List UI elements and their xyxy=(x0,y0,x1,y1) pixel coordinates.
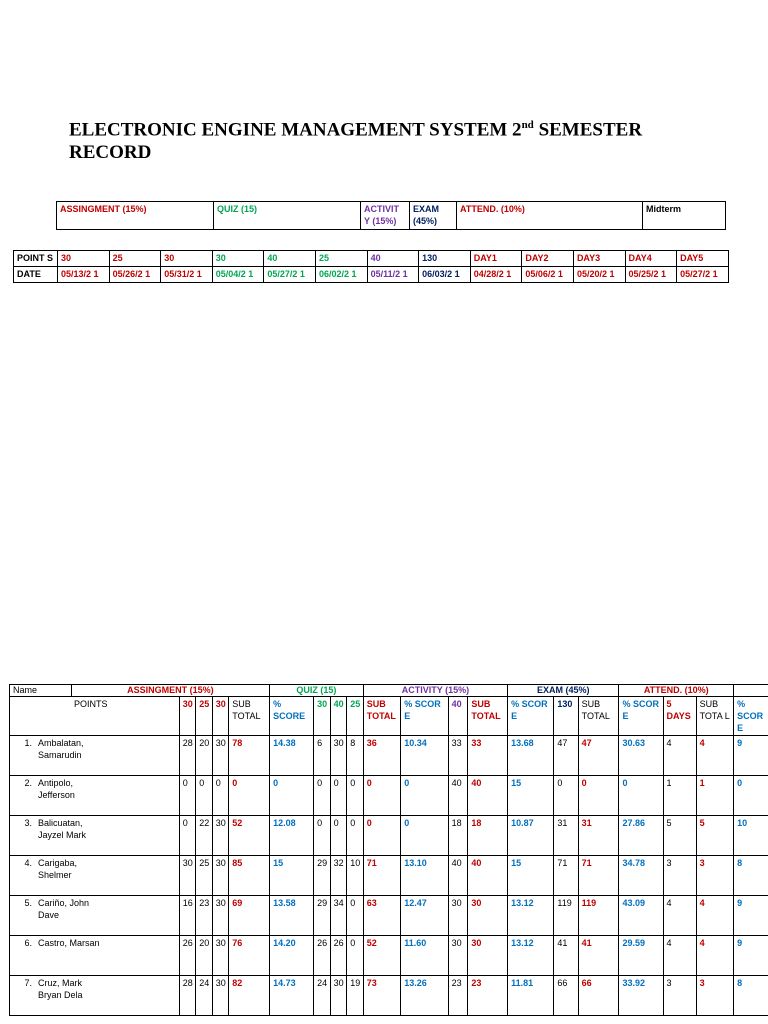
grade-cell: 4 xyxy=(696,936,734,976)
schedule-date-cell: 05/06/2 1 xyxy=(522,267,574,283)
grade-cell: 10.87 xyxy=(508,816,554,856)
points-header-cell: 130 xyxy=(554,697,578,736)
grade-cell: 11.60 xyxy=(401,936,448,976)
grade-cell: 28 xyxy=(179,976,196,1016)
points-header-cell: % SCOR E xyxy=(619,697,663,736)
grade-cell: 30 xyxy=(212,896,229,936)
grade-cell: 20 xyxy=(196,936,213,976)
assignment-header: ASSINGMENT (15%) xyxy=(71,685,269,697)
schedule-points-cell: 25 xyxy=(315,251,367,267)
grade-cell: 0 xyxy=(401,816,448,856)
points-header-cell: SUB TOTAL xyxy=(468,697,508,736)
grade-cell: 31 xyxy=(554,816,578,856)
grade-cell: 41 xyxy=(554,936,578,976)
grade-cell: 66 xyxy=(554,976,578,1016)
schedule-points-cell: 30 xyxy=(161,251,213,267)
grade-cell: 29 xyxy=(314,896,331,936)
grade-cell: 4 xyxy=(696,896,734,936)
grade-cell: 0 xyxy=(212,776,229,816)
grade-cell: 5 xyxy=(696,816,734,856)
grade-cell: 85 xyxy=(229,856,270,896)
grade-cell: 15 xyxy=(508,856,554,896)
grade-cell: 23 xyxy=(468,976,508,1016)
grade-cell: 13.12 xyxy=(508,896,554,936)
student-name: Cariño, John Dave xyxy=(38,898,90,920)
grade-cell: 40 xyxy=(448,776,468,816)
grade-cell: 63 xyxy=(363,896,400,936)
grade-cell: 3 xyxy=(663,856,696,896)
summary-quiz: QUIZ (15) xyxy=(214,202,361,230)
schedule-date-cell: 04/28/2 1 xyxy=(470,267,522,283)
grade-cell: 29 xyxy=(314,856,331,896)
points-header-cell: 40 xyxy=(448,697,468,736)
grade-cell: 14.73 xyxy=(270,976,314,1016)
schedule-points-cell: 40 xyxy=(367,251,419,267)
table-row xyxy=(10,936,768,976)
grade-cell: 18 xyxy=(468,816,508,856)
student-name-cell xyxy=(10,896,180,936)
grade-cell: 30 xyxy=(212,816,229,856)
grade-cell: 28 xyxy=(179,736,196,776)
grade-cell: 6 xyxy=(314,736,331,776)
table-row xyxy=(10,776,768,816)
grade-cell: 12.47 xyxy=(401,896,448,936)
grade-cell: 119 xyxy=(554,896,578,936)
grade-cell: 40 xyxy=(448,856,468,896)
grade-cell: 0 xyxy=(314,776,331,816)
grade-cell: 10 xyxy=(347,856,364,896)
student-number: 4. xyxy=(24,858,32,868)
grade-cell: 0 xyxy=(347,936,364,976)
table-row xyxy=(10,976,768,1016)
grade-cell: 30 xyxy=(330,736,347,776)
points-header-cell: % SCOR E xyxy=(508,697,554,736)
grade-cell: 4 xyxy=(663,936,696,976)
grade-cell: 82 xyxy=(229,976,270,1016)
grade-cell: 31 xyxy=(578,816,619,856)
grade-cell: 30 xyxy=(179,856,196,896)
grade-cell: 34.78 xyxy=(619,856,663,896)
grade-cell: 30 xyxy=(448,896,468,936)
grade-cell: 33 xyxy=(468,736,508,776)
grade-cell: 71 xyxy=(363,856,400,896)
grade-cell: 27.86 xyxy=(619,816,663,856)
schedule-date-cell: 06/02/2 1 xyxy=(315,267,367,283)
grade-cell: 13.26 xyxy=(401,976,448,1016)
student-name-cell xyxy=(10,936,180,976)
grade-cell: 4 xyxy=(696,736,734,776)
points-header-cell: 5 DAYS xyxy=(663,697,696,736)
points-header-cell: 25 xyxy=(347,697,364,736)
points-header-cell: 30 xyxy=(179,697,196,736)
grade-cell: 119 xyxy=(578,896,619,936)
grade-cell: 18 xyxy=(448,816,468,856)
grade-cell: 13.10 xyxy=(401,856,448,896)
student-name: Ambalatan, Samarudin xyxy=(38,738,84,760)
grade-cell: 10 xyxy=(734,816,768,856)
student-name-cell xyxy=(10,816,180,856)
schedule-points-cell: 25 xyxy=(109,251,161,267)
grade-cell: 32 xyxy=(330,856,347,896)
schedule-date-cell: 05/27/2 1 xyxy=(677,267,729,283)
header-blank xyxy=(734,685,768,697)
student-number: 5. xyxy=(24,898,32,908)
grade-cell: 73 xyxy=(363,976,400,1016)
grade-cell: 8 xyxy=(734,976,768,1016)
grade-cell: 0 xyxy=(363,816,400,856)
grade-cell: 22 xyxy=(196,816,213,856)
name-header: Name xyxy=(10,685,72,697)
grade-cell: 11.81 xyxy=(508,976,554,1016)
grade-cell: 33 xyxy=(448,736,468,776)
grade-cell: 71 xyxy=(554,856,578,896)
student-name-cell xyxy=(10,736,180,776)
grade-cell: 14.38 xyxy=(270,736,314,776)
grade-cell: 0 xyxy=(347,896,364,936)
schedule-points-cell: 30 xyxy=(212,251,264,267)
grade-cell: 30 xyxy=(212,976,229,1016)
summary-assignment: ASSINGMENT (15%) xyxy=(57,202,214,230)
schedule-date-cell: 05/13/2 1 xyxy=(58,267,110,283)
grade-cell: 13.58 xyxy=(270,896,314,936)
grade-cell: 0 xyxy=(330,776,347,816)
grade-cell: 30 xyxy=(212,736,229,776)
table-row xyxy=(10,736,768,776)
attend-header: ATTEND. (10%) xyxy=(619,685,734,697)
schedule-points-cell: DAY2 xyxy=(522,251,574,267)
student-name: Antipolo, Jefferson xyxy=(38,778,75,800)
points-header-cell: 30 xyxy=(212,697,229,736)
grade-cell: 23 xyxy=(448,976,468,1016)
grade-cell: 13.68 xyxy=(508,736,554,776)
grade-cell: 30 xyxy=(448,936,468,976)
grade-cell: 4 xyxy=(663,896,696,936)
schedule-points-cell: 30 xyxy=(58,251,110,267)
grade-cell: 0 xyxy=(619,776,663,816)
grade-cell: 1 xyxy=(663,776,696,816)
points-header-cell: 40 xyxy=(330,697,347,736)
grade-cell: 0 xyxy=(179,776,196,816)
summary-table xyxy=(56,201,726,230)
grade-cell: 0 xyxy=(347,816,364,856)
student-number: 7. xyxy=(24,978,32,988)
schedule-date-cell: 05/20/2 1 xyxy=(573,267,625,283)
grade-cell: 52 xyxy=(229,816,270,856)
student-number: 6. xyxy=(24,938,32,948)
grade-cell: 33.92 xyxy=(619,976,663,1016)
schedule-date-cell: 05/31/2 1 xyxy=(161,267,213,283)
grade-cell: 30 xyxy=(468,896,508,936)
summary-activity: ACTIVIT Y (15%) xyxy=(361,202,410,230)
grade-cell: 1 xyxy=(696,776,734,816)
grade-cell: 40 xyxy=(468,776,508,816)
points-header-cell: % SCOR E xyxy=(401,697,448,736)
student-name: Cruz, Mark Bryan Dela xyxy=(38,978,83,1000)
grade-cell: 0 xyxy=(270,776,314,816)
student-name-cell xyxy=(10,856,180,896)
points-header-cell: SUB TOTAL xyxy=(578,697,619,736)
grade-cell: 8 xyxy=(734,856,768,896)
grade-cell: 76 xyxy=(229,936,270,976)
grade-cell: 0 xyxy=(554,776,578,816)
grade-cell: 0 xyxy=(401,776,448,816)
student-name-cell xyxy=(10,776,180,816)
grade-cell: 0 xyxy=(347,776,364,816)
grade-cell: 9 xyxy=(734,936,768,976)
schedule-date-cell: 05/25/2 1 xyxy=(625,267,677,283)
grade-cell: 52 xyxy=(363,936,400,976)
grade-cell: 47 xyxy=(554,736,578,776)
grade-cell: 66 xyxy=(578,976,619,1016)
grade-cell: 12.08 xyxy=(270,816,314,856)
grade-cell: 0 xyxy=(196,776,213,816)
grade-cell: 26 xyxy=(179,936,196,976)
table-row xyxy=(10,816,768,856)
grade-cell: 36 xyxy=(363,736,400,776)
grades-table xyxy=(9,684,768,1016)
student-name: Carigaba, Shelmer xyxy=(38,858,78,880)
grade-cell: 9 xyxy=(734,896,768,936)
summary-exam: EXAM (45%) xyxy=(410,202,457,230)
student-number: 1. xyxy=(24,738,32,748)
grade-cell: 23 xyxy=(196,896,213,936)
grade-cell: 41 xyxy=(578,936,619,976)
points-header-cell: 25 xyxy=(196,697,213,736)
grade-cell: 25 xyxy=(196,856,213,896)
points-header-cell: 30 xyxy=(314,697,331,736)
grade-cell: 26 xyxy=(330,936,347,976)
schedule-points-cell: DAY3 xyxy=(573,251,625,267)
grade-cell: 0 xyxy=(330,816,347,856)
quiz-header: QUIZ (15) xyxy=(270,685,364,697)
summary-midterm: Midterm xyxy=(643,202,726,230)
schedule-points-cell: DAY1 xyxy=(470,251,522,267)
grade-cell: 5 xyxy=(663,816,696,856)
grade-cell: 43.09 xyxy=(619,896,663,936)
schedule-date-cell: 05/11/2 1 xyxy=(367,267,419,283)
grade-cell: 30 xyxy=(468,936,508,976)
schedule-date-cell: 05/26/2 1 xyxy=(109,267,161,283)
student-number: 2. xyxy=(24,778,32,788)
points-label: POINT S xyxy=(14,251,58,267)
points-header-cell: % SCORE xyxy=(270,697,314,736)
grade-cell: 30 xyxy=(212,856,229,896)
grade-cell: 15 xyxy=(270,856,314,896)
grade-cell: 8 xyxy=(347,736,364,776)
table-row xyxy=(10,896,768,936)
grade-cell: 0 xyxy=(734,776,768,816)
grade-cell: 15 xyxy=(508,776,554,816)
schedule-points-cell: 130 xyxy=(419,251,471,267)
grade-cell: 3 xyxy=(696,856,734,896)
schedule-table xyxy=(13,250,729,283)
points-header-cell: SUB TOTA L xyxy=(696,697,734,736)
page-title: ELECTRONIC ENGINE MANAGEMENT SYSTEM 2nd SEMESTER RECORD xyxy=(69,119,643,164)
student-name: Balicuatan, Jayzel Mark xyxy=(38,818,87,840)
activity-header: ACTIVITY (15%) xyxy=(363,685,507,697)
points-header-cell: SUB TOTAL xyxy=(229,697,270,736)
schedule-points-cell: DAY4 xyxy=(625,251,677,267)
grade-cell: 10.34 xyxy=(401,736,448,776)
grade-cell: 9 xyxy=(734,736,768,776)
grade-cell: 40 xyxy=(468,856,508,896)
grade-cell: 0 xyxy=(578,776,619,816)
grade-cell: 29.59 xyxy=(619,936,663,976)
schedule-date-cell: 05/04/2 1 xyxy=(212,267,264,283)
student-name: Castro, Marsan xyxy=(38,938,100,948)
summary-attend: ATTEND. (10%) xyxy=(457,202,643,230)
grade-cell: 19 xyxy=(347,976,364,1016)
grade-cell: 20 xyxy=(196,736,213,776)
date-label: DATE xyxy=(14,267,58,283)
schedule-points-cell: 40 xyxy=(264,251,316,267)
student-number: 3. xyxy=(24,818,32,828)
grade-cell: 34 xyxy=(330,896,347,936)
grade-cell: 26 xyxy=(314,936,331,976)
grade-cell: 4 xyxy=(663,736,696,776)
schedule-date-cell: 05/27/2 1 xyxy=(264,267,316,283)
grade-cell: 30 xyxy=(212,936,229,976)
exam-header: EXAM (45%) xyxy=(508,685,619,697)
student-name-cell xyxy=(10,976,180,1016)
grade-cell: 0 xyxy=(314,816,331,856)
schedule-points-cell: DAY5 xyxy=(677,251,729,267)
grade-cell: 3 xyxy=(663,976,696,1016)
grade-cell: 0 xyxy=(229,776,270,816)
points-row-label: POINTS xyxy=(10,697,180,736)
grade-cell: 47 xyxy=(578,736,619,776)
points-header-cell: SUB TOTAL xyxy=(363,697,400,736)
grade-cell: 78 xyxy=(229,736,270,776)
grade-cell: 30.63 xyxy=(619,736,663,776)
grade-cell: 0 xyxy=(179,816,196,856)
grade-cell: 69 xyxy=(229,896,270,936)
grade-cell: 14.20 xyxy=(270,936,314,976)
grade-cell: 16 xyxy=(179,896,196,936)
grade-cell: 0 xyxy=(363,776,400,816)
grade-cell: 24 xyxy=(314,976,331,1016)
grade-cell: 24 xyxy=(196,976,213,1016)
grade-cell: 13.12 xyxy=(508,936,554,976)
table-row xyxy=(10,856,768,896)
grade-cell: 3 xyxy=(696,976,734,1016)
points-header-cell: % SCOR E xyxy=(734,697,768,736)
schedule-date-cell: 06/03/2 1 xyxy=(419,267,471,283)
grade-cell: 71 xyxy=(578,856,619,896)
grade-cell: 30 xyxy=(330,976,347,1016)
